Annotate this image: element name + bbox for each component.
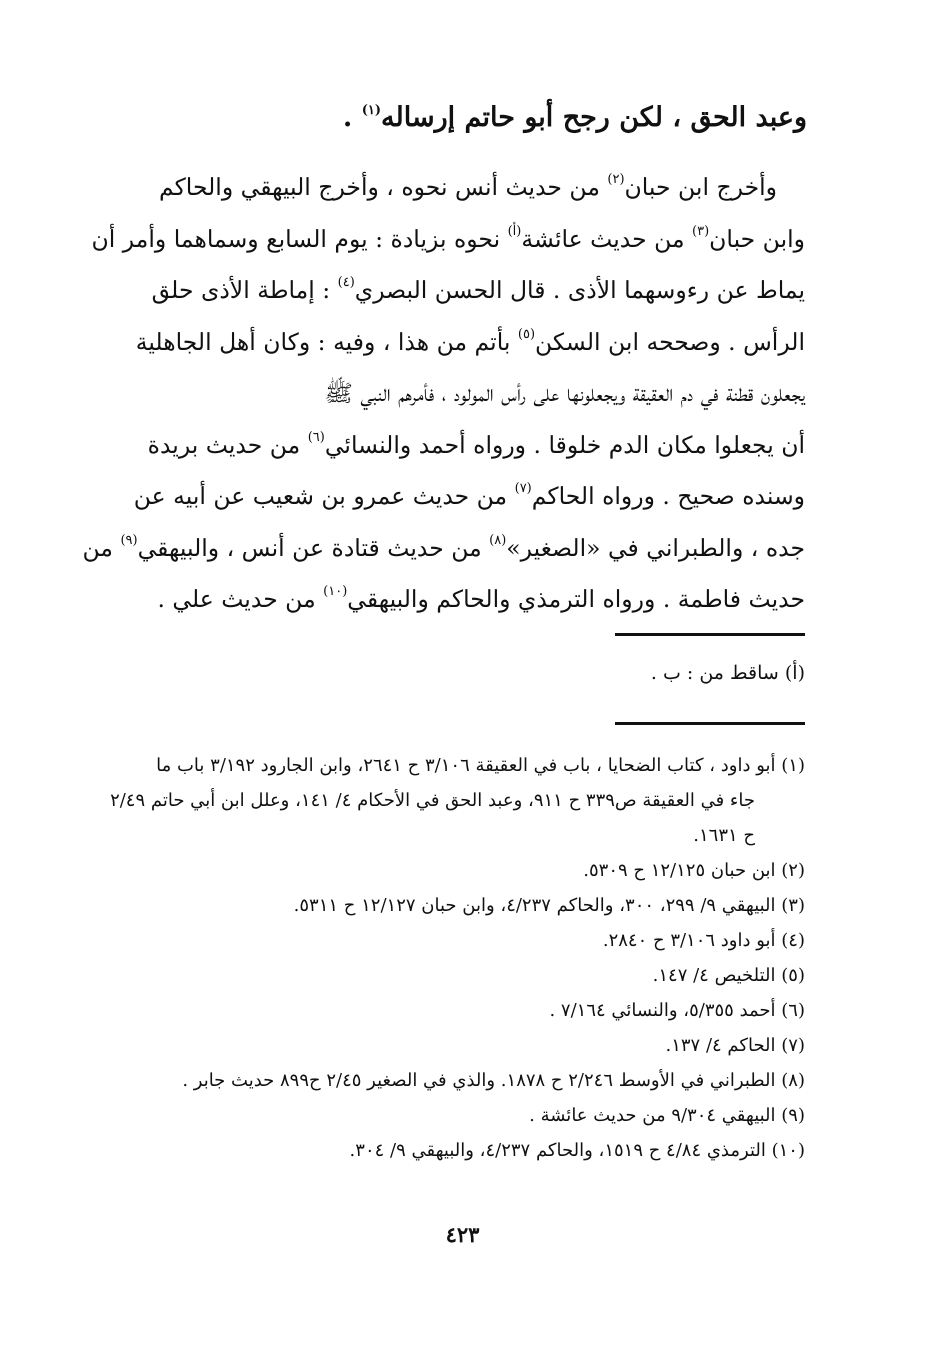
body-line: [120, 574, 805, 626]
body-text-segment: وابن حبان: [709, 224, 805, 253]
body-text-segment: يماط عن رءوسهما الأذى . قال الحسن البصري: [354, 276, 805, 304]
footnote-line: (٨) الطبراني في الأوسط ٢/٢٤٦ ح ١٨٧٨. والذي في الصغير ٢/٤٥ ح٨٩٩ حديث جابر .: [182, 1070, 805, 1091]
footnote-ref: (٩): [120, 532, 138, 548]
body-text-segment: وأخرج ابن حبان: [624, 173, 777, 201]
body-text-segment: من حديث أنس نحوه ، وأخرج البيهقي والحاكم: [158, 173, 608, 201]
body-text-segment: من حديث بريدة: [147, 430, 308, 459]
footnote-separator-2: [615, 722, 805, 725]
body-text-segment: يجعلون قطنة في دم العقيقة ويجعلونها على رأس المولود ، فأمرهم النبي ﷺ: [324, 379, 805, 407]
body-text-segment: بأتم من هذا ، وفيه : وكان أهل الجاهلية: [135, 327, 518, 356]
heading-line: [107, 88, 807, 148]
page-number: ٤٢٣: [445, 1222, 480, 1247]
body-line: [91, 214, 805, 266]
body-text-segment: من حديث عمرو بن شعيب عن أبيه عن: [133, 482, 515, 510]
heading-footnote-ref: (١): [361, 103, 382, 118]
body-text-segment: الرأس . وصححه ابن السكن: [535, 327, 805, 356]
footnote-line: (٤) أبو داود ٣/١٠٦ ح ٢٨٤٠.: [602, 930, 805, 951]
footnote-separator-1: [615, 633, 805, 636]
body-line: [120, 420, 805, 472]
body-text-segment: نحوه بزيادة : يوم السابع وسماهما وأمر أن: [91, 224, 508, 253]
variant-note: (أ) ساقط من : ب .: [650, 662, 805, 684]
footnote-ref: (٥): [517, 326, 536, 342]
footnote-line: (٦) أحمد ٥/٣٥٥، والنسائي ٧/١٦٤ .: [549, 1000, 805, 1021]
body-text-segment: حديث فاطمة . ورواه الترمذي والحاكم والبيهقي: [347, 585, 805, 613]
body-text-segment: من حديث عائشة: [521, 224, 693, 253]
footnote-line: (٥) التلخيص ٤/ ١٤٧.: [652, 965, 805, 986]
footnote-ref: (٨): [489, 532, 507, 548]
body-line: [120, 368, 805, 420]
body-text-segment: من حديث قتادة عن أنس ، والبيهقي: [137, 533, 490, 562]
body-line: [120, 162, 805, 214]
footnote-line: (٧) الحاكم ٤/ ١٣٧.: [665, 1035, 805, 1056]
footnote-ref: (٦): [307, 429, 325, 445]
footnote-ref: (٢): [607, 172, 625, 187]
footnote-line: (٢) ابن حبان ١٢/١٢٥ ح ٥٣٠٩.: [583, 860, 805, 881]
footnote-ref: (٧): [514, 481, 532, 496]
body-text-segment: من حديث علي .: [157, 585, 324, 613]
footnote-line: (٣) البيهقي ٩/ ٢٩٩، ٣٠٠، والحاكم ٤/٢٣٧، وابن حبان ١٢/١٢٧ ح ٥٣١١.: [293, 895, 805, 916]
main-paragraph: [82, 162, 805, 626]
body-text-segment: من: [82, 533, 121, 562]
heading-tail: .: [342, 102, 362, 133]
footnote-line: جاء في العقيقة ص٣٣٩ ح ٩١١، وعبد الحق في الأحكام ٤/ ١٤١، وعلل ابن أبي حاتم ٢/٤٩: [110, 790, 755, 811]
footnote-line: ح ١٦٣١.: [693, 825, 755, 846]
body-line: [120, 317, 805, 369]
body-line: [120, 265, 805, 317]
body-text-segment: أن يجعلوا مكان الدم خلوقا . ورواه أحمد والنسائي: [324, 430, 805, 459]
body-text-segment: جده ، والطبراني في «الصغير»: [506, 533, 805, 562]
footnote-line: (٩) البيهقي ٩/٣٠٤ من حديث عائشة .: [529, 1105, 805, 1126]
footnote-ref: (٣): [692, 223, 710, 239]
footnote-ref: (١٠): [323, 584, 348, 599]
body-text-segment: : إماطة الأذى حلق: [151, 276, 338, 304]
footnote-line: (١) أبو داود ، كتاب الضحايا ، باب في العقيقة ٣/١٠٦ ح ٢٦٤١، وابن الجارود ٣/١٩٢ باب ما: [156, 755, 805, 776]
heading-text: وعبد الحق ، لكن رجح أبو حاتم إرساله: [381, 102, 807, 133]
footnotes-list: [110, 748, 805, 1168]
body-line: [120, 471, 805, 523]
footnote-ref: (أ): [507, 223, 522, 239]
body-line: [82, 523, 805, 575]
footnote-line: (١٠) الترمذي ٤/٨٤ ح ١٥١٩، والحاكم ٤/٢٣٧، والبيهقي ٩/ ٣٠٤.: [349, 1140, 805, 1161]
body-text-segment: وسنده صحيح . ورواه الحاكم: [531, 482, 805, 510]
footnote-ref: (٤): [337, 275, 355, 290]
